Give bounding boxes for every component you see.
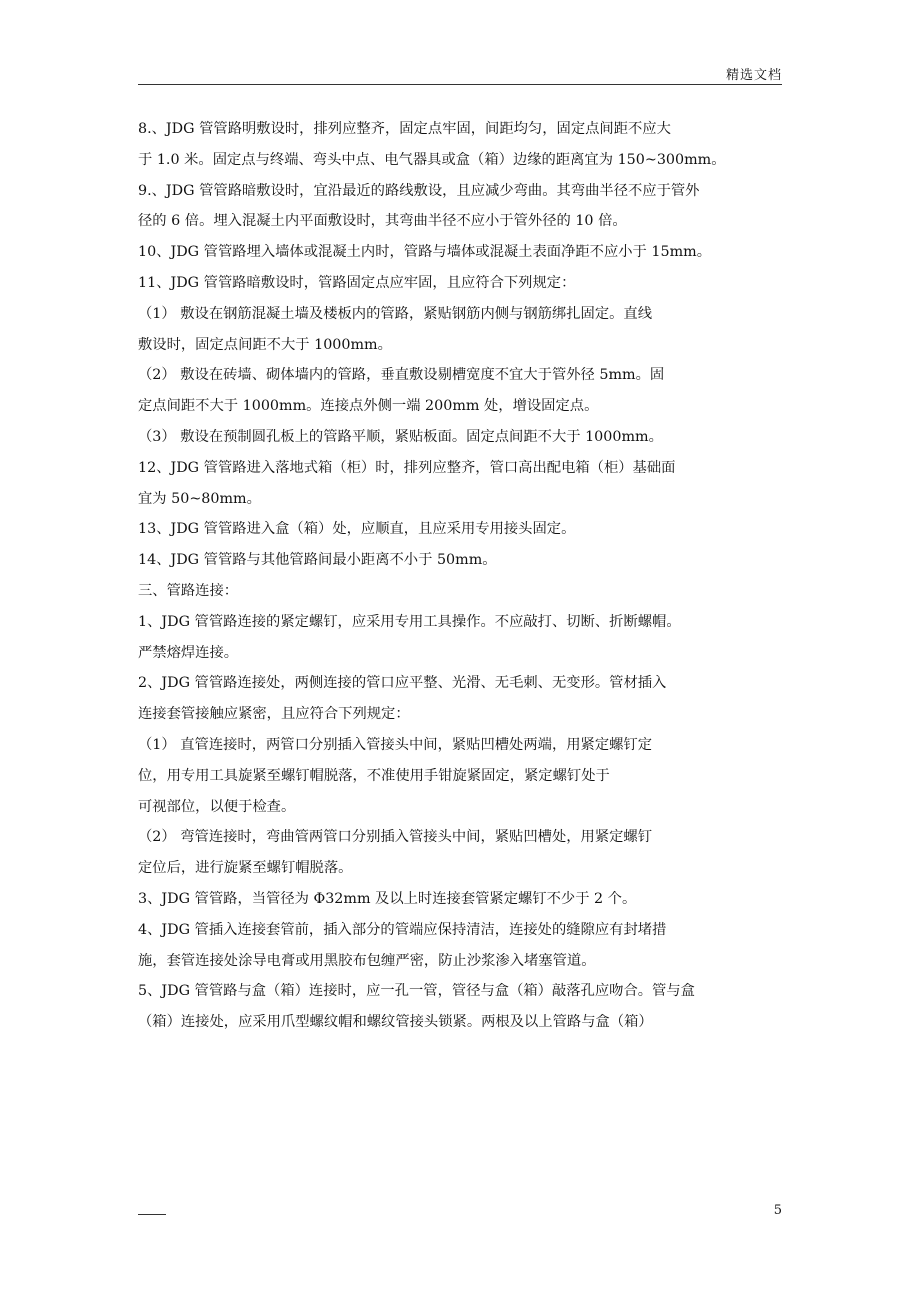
header-rule [138,84,782,85]
section-heading: 三、管路连接： [138,582,239,599]
text-line: （2） 敷设在砖墙、砌体墙内的管路，垂直敷设剔槽宽度不宜大于管外径 5mm。固 [138,367,665,384]
text-line: 宜为 50~80mm。 [138,490,261,507]
text-line: 1、JDG 管管路连接的紧定螺钉，应采用专用工具操作。不应敲打、切断、折断螺帽。 [138,613,681,630]
text-line: 严禁熔焊连接。 [138,644,239,661]
text-line: 13、JDG 管管路进入盒（箱）处，应顺直，且应采用专用接头固定。 [138,521,576,538]
text-line: 施，套管连接处涂导电膏或用黑胶布包缠严密，防止沙浆渗入堵塞管道。 [138,952,596,969]
text-line: 8.、JDG 管管路明敷设时，排列应整齐，固定点牢固，间距均匀，固定点间距不应大 [138,121,671,137]
text-line: （箱）连接处，应采用爪型螺纹帽和螺纹管接头锁紧。两根及以上管路与盒（箱） [138,1014,653,1031]
text-line: 9.、JDG 管管路暗敷设时，宜沿最近的路线敷设，且应减少弯曲。其弯曲半径不应于管外 [138,182,700,199]
text-line: 连接套管接触应紧密，且应符合下列规定： [138,706,410,723]
text-line: 于 1.0 米。固定点与终端、弯头中点、电气器具或盒（箱）边缘的距离宜为 150~300mm。 [138,151,726,168]
text-line: 5、JDG 管管路与盒（箱）连接时，应一孔一管，管径与盒（箱）敲落孔应吻合。管与盒 [138,983,695,1000]
text-line: 敷设时，固定点间距不大于 1000mm。 [138,336,392,353]
page-number: 5 [773,1203,782,1218]
text-line: 4、JDG 管插入连接套管前，插入部分的管端应保持清洁，连接处的缝隙应有封堵措 [138,921,667,938]
text-line: 3、JDG 管管路，当管径为 Φ32mm 及以上时连接套管紧定螺钉不少于 2 个。 [138,890,637,907]
text-line: （2） 弯管连接时，弯曲管两管口分别插入管接头中间，紧贴凹槽处，用紧定螺钉 [138,829,653,846]
text-line: 14、JDG 管管路与其他管路间最小距离不小于 50mm。 [138,552,497,569]
text-line: 10、JDG 管管路埋入墙体或混凝土内时，管路与墙体或混凝土表面净距不应小于 15mm。 [138,244,711,261]
text-line: （1） 直管连接时，两管口分别插入管接头中间，紧贴凹槽处两端，用紧定螺钉定 [138,736,653,753]
footer-mark [138,1214,166,1215]
text-line: （3） 敷设在预制圆孔板上的管路平顺，紧贴板面。固定点间距不大于 1000mm。 [138,428,663,445]
text-line: 2、JDG 管管路连接处，两侧连接的管口应平整、光滑、无毛刺、无变形。管材插入 [138,675,667,692]
text-line: 位，用专用工具旋紧至螺钉帽脱落，不准使用手钳旋紧固定，紧定螺钉处于 [138,767,610,784]
text-line: 定位后，进行旋紧至螺钉帽脱落。 [138,860,353,877]
header-label: 精选文档 [725,68,782,83]
document-body [138,114,782,1038]
text-line: 定点间距不大于 1000mm。连接点外侧一端 200mm 处，增设固定点。 [138,398,599,415]
text-line: 11、JDG 管管路暗敷设时，管路固定点应牢固，且应符合下列规定： [138,274,576,291]
text-line: 可视部位，以便于检查。 [138,798,296,815]
text-line: （1） 敷设在钢筋混凝土墙及楼板内的管路，紧贴钢筋内侧与钢筋绑扎固定。直线 [138,305,653,322]
text-line: 12、JDG 管管路进入落地式箱（柜）时，排列应整齐，管口高出配电箱（柜）基础面 [138,459,676,476]
text-line: 径的 6 倍。埋入混凝土内平面敷设时，其弯曲半径不应小于管外径的 10 倍。 [138,213,627,230]
